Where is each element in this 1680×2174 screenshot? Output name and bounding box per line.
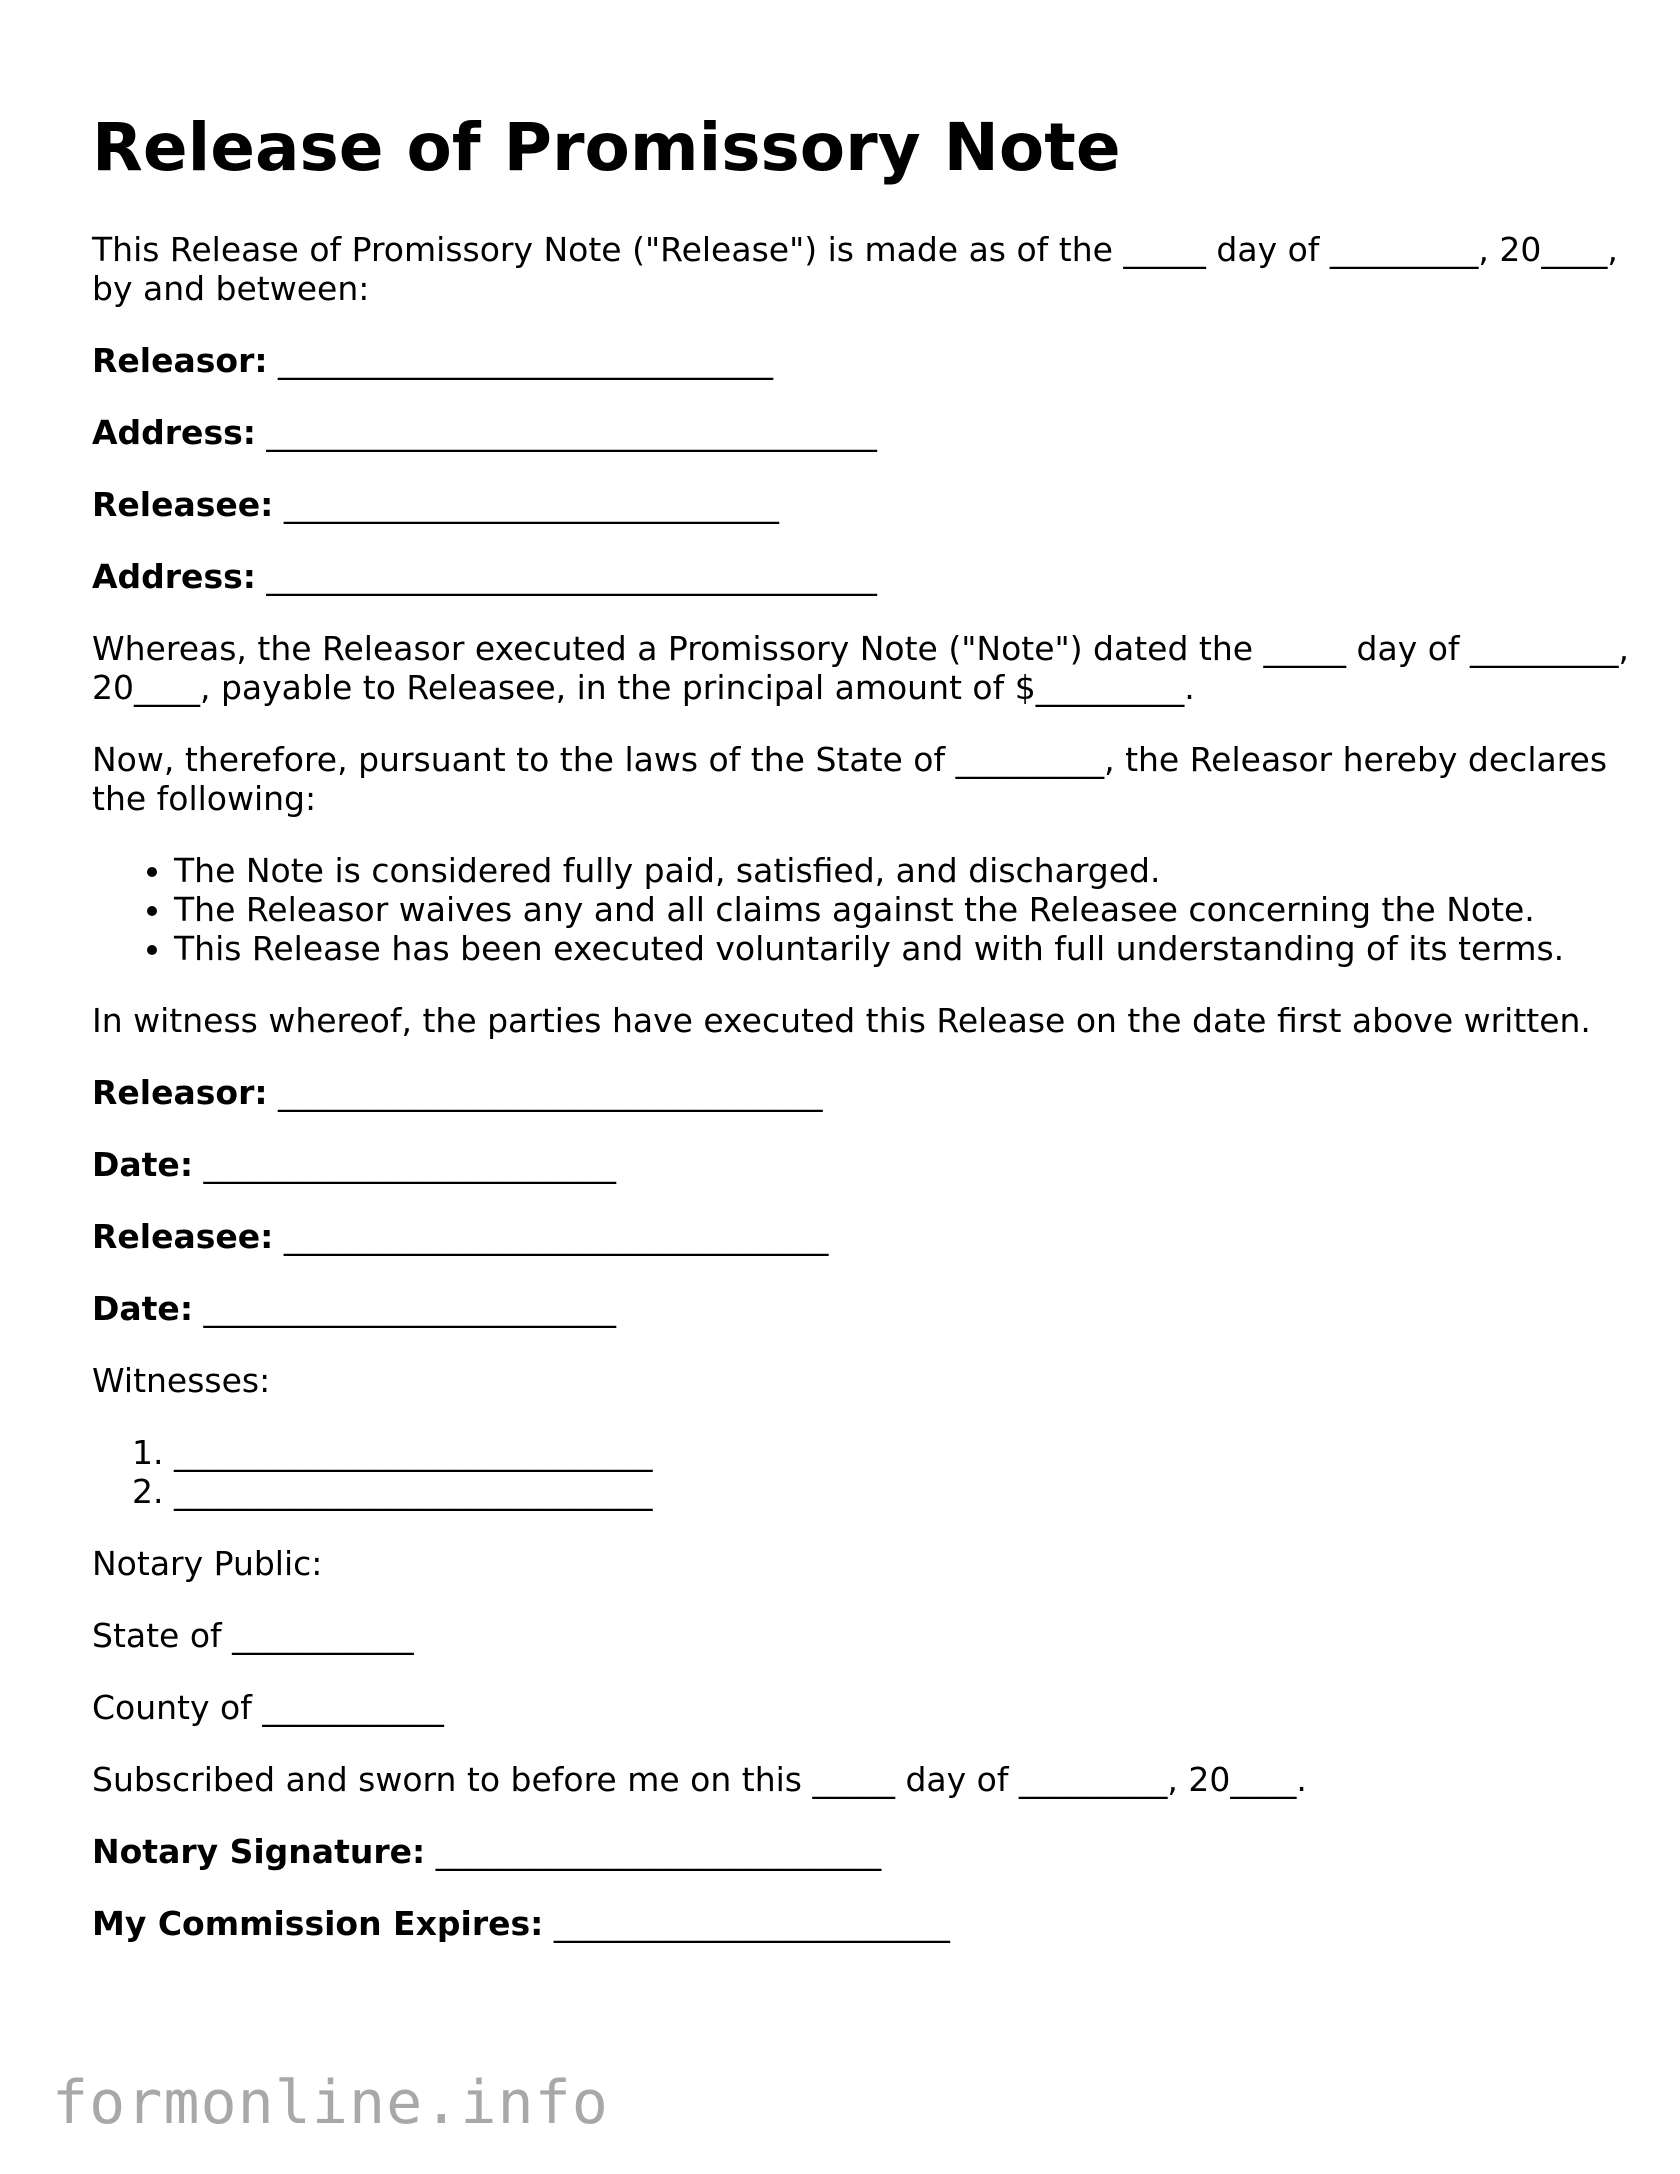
- notary-sworn-statement: Subscribed and sworn to before me on this _____ day of _________, 20____.: [92, 1760, 1307, 1799]
- document-page: [92, 108, 1640, 1976]
- notary-signature-field: [92, 1832, 1632, 1871]
- releasor-address-blank[interactable]: _____________________________________: [266, 413, 877, 452]
- releasee-label: Releasee:: [92, 485, 274, 524]
- page-title: Release of Promissory Note: [92, 109, 1121, 186]
- releasor-signature-field: [92, 1073, 1632, 1112]
- notary-signature-label: Notary Signature:: [92, 1832, 426, 1871]
- witnesses-label: Witnesses:: [92, 1361, 271, 1400]
- now-therefore-paragraph: Now, therefore, pursuant to the laws of the State of _________, the Releasor hereby declares the following:: [92, 740, 1618, 818]
- releasor-signature-blank[interactable]: _________________________________: [278, 1073, 823, 1112]
- releasor-field: [92, 341, 1632, 380]
- commission-expires-field: [92, 1904, 1632, 1943]
- list-item: • This Release has been executed voluntarily and with full understanding of its terms.: [174, 929, 1632, 968]
- declarations-list: [92, 851, 1632, 968]
- releasee-signature-blank[interactable]: _________________________________: [283, 1217, 829, 1256]
- whereas-paragraph: Whereas, the Releasor executed a Promissory Note ("Note") dated the _____ day of _________, 20____, payable to Releasee, in the principal amount of $_________.: [92, 629, 1640, 707]
- releasee-field: [92, 485, 1632, 524]
- releasee-date-label: Date:: [92, 1289, 194, 1328]
- notary-state-field[interactable]: State of ___________: [92, 1616, 414, 1655]
- witness-clause: In witness whereof, the parties have executed this Release on the date first above written.: [92, 1001, 1591, 1040]
- notary-signature-blank[interactable]: ___________________________: [435, 1832, 882, 1871]
- releasor-address-label: Address:: [92, 413, 256, 452]
- releasee-address-label: Address:: [92, 557, 256, 596]
- releasee-signature-field: [92, 1217, 1632, 1256]
- witnesses-list: [92, 1433, 1632, 1511]
- witness-line[interactable]: 1. _____________________________: [174, 1433, 1632, 1472]
- releasor-date-field: [92, 1145, 1632, 1184]
- notary-heading: Notary Public:: [92, 1544, 323, 1583]
- commission-expires-blank[interactable]: ________________________: [553, 1904, 950, 1943]
- releasee-date-blank[interactable]: _________________________: [203, 1289, 617, 1328]
- intro-paragraph: This Release of Promissory Note ("Release") is made as of the _____ day of _________, 20____, by and between:: [92, 230, 1629, 308]
- releasee-address-blank[interactable]: _____________________________________: [266, 557, 877, 596]
- releasee-address-field: [92, 557, 1632, 596]
- releasor-blank[interactable]: ______________________________: [278, 341, 774, 380]
- releasee-date-field: [92, 1289, 1632, 1328]
- notary-county-field[interactable]: County of ___________: [92, 1688, 444, 1727]
- list-item: • The Releasor waives any and all claims against the Releasee concerning the Note.: [174, 890, 1632, 929]
- releasor-date-label: Date:: [92, 1145, 194, 1184]
- releasee-blank[interactable]: ______________________________: [283, 485, 779, 524]
- witness-line[interactable]: 2. _____________________________: [174, 1472, 1632, 1511]
- releasor-address-field: [92, 413, 1632, 452]
- list-item: • The Note is considered fully paid, satisfied, and discharged.: [174, 851, 1632, 890]
- releasor-signature-label: Releasor:: [92, 1073, 268, 1112]
- releasor-date-blank[interactable]: _________________________: [203, 1145, 617, 1184]
- commission-expires-label: My Commission Expires:: [92, 1904, 544, 1943]
- releasee-signature-label: Releasee:: [92, 1217, 274, 1256]
- watermark: formonline.info: [52, 2068, 609, 2138]
- releasor-label: Releasor:: [92, 341, 268, 380]
